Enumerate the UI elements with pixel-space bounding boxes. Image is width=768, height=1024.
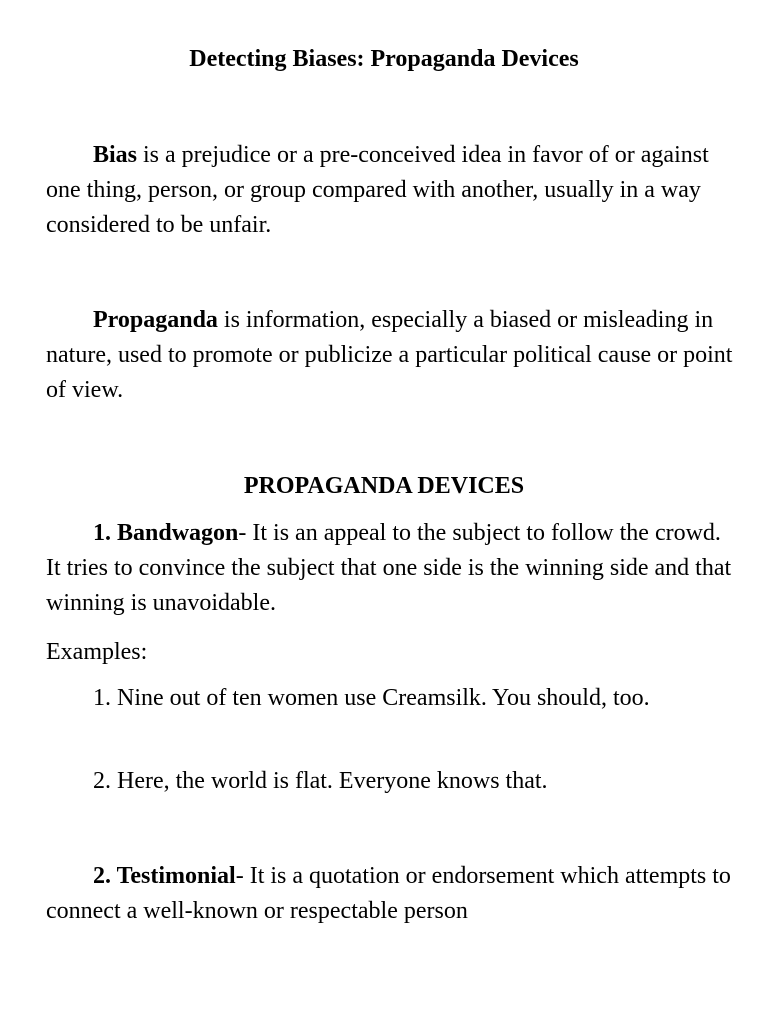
propaganda-term: Propaganda <box>93 307 218 333</box>
propaganda-definition-text: is information, especially a biased or misleading in nature, used to promote or publicize a particular political cause or point of view. <box>46 307 733 403</box>
example-item: 2. Here, the world is flat. Everyone knows that. <box>93 768 548 794</box>
bias-term: Bias <box>93 142 138 168</box>
bandwagon-description: - It is an appeal to the subject to follow the crowd. It tries to convince the subject that one side is the winning side and that winning is unavoidable. <box>46 520 732 616</box>
testimonial-term: 2. Testimonial <box>93 863 236 889</box>
document-title: Detecting Biases: Propaganda Devices <box>189 46 579 72</box>
testimonial-device <box>46 859 736 929</box>
example-item: 1. Nine out of ten women use Creamsilk. You should, too. <box>93 685 650 711</box>
bias-definition-text: is a prejudice or a pre-conceived idea in favor of or against one thing, person, or group compared with another, usually in a way considered to be unfair. <box>46 142 709 238</box>
section-heading: PROPAGANDA DEVICES <box>243 473 525 499</box>
bandwagon-term: 1. Bandwagon <box>93 520 239 546</box>
testimonial-description: - It is a quotation or endorsement which attempts to connect a well-known or respectable person <box>46 863 731 924</box>
examples-label: Examples: <box>46 639 148 665</box>
bias-definition <box>46 138 736 243</box>
bandwagon-device <box>46 516 736 621</box>
propaganda-definition <box>46 303 736 408</box>
